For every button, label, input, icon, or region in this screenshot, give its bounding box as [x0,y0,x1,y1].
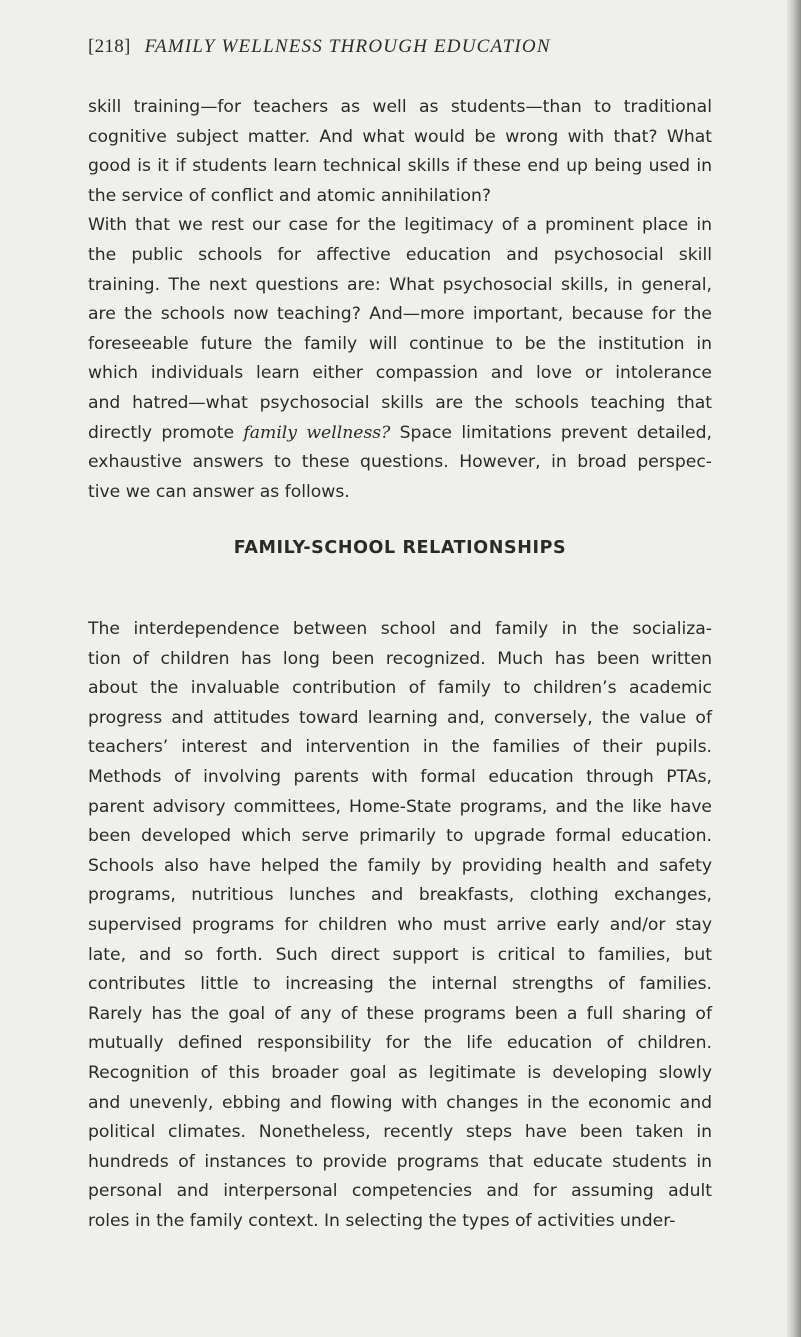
text-line: teachers’ interest and intervention in the families of their pupils. [88,737,712,758]
text-line: hundreds of instances to provide programs that educate students in [88,1151,712,1172]
text-line: tion of children has long been recognized. Much has been written [88,648,712,669]
text-fragment: Space limitations prevent detailed, [390,422,712,443]
running-title: FAMILY WELLNESS THROUGH EDUCATION [144,36,551,57]
text-fragment: directly promote [88,422,244,443]
text-line: contributes little to increasing the internal strengths of families. [88,974,712,995]
text-line: mutually defined responsibility for the life education of children. [88,1033,712,1054]
text-line: Schools also have helped the family by providing health and safety [88,855,712,876]
text-line: supervised programs for children who must arrive early and/or stay [88,914,712,935]
page-number: [218] [88,36,131,57]
text-line: foreseeable future the family will continue to be the institution in [88,333,712,354]
text-line: parent advisory committees, Home-State programs, and the like have [88,796,712,817]
text-line: the service of conflict and atomic annihilation? [88,185,491,206]
text-line: which individuals learn either compassion and love or intolerance [88,363,712,384]
text-line: Recognition of this broader goal as legitimate is developing slowly [88,1062,712,1083]
text-line: and unevenly, ebbing and flowing with changes in the economic and [88,1092,712,1113]
text-line: exhaustive answers to these questions. However, in broad perspec- [88,452,712,473]
text-line: personal and interpersonal competencies and for assuming adult [88,1181,712,1202]
text-line: tive we can answer as follows. [88,481,350,502]
text-line: cognitive subject matter. And what would be wrong with that? What [88,126,712,147]
body-text-top [88,93,712,507]
text-line: are the schools now teaching? And—more important, because for the [88,304,712,325]
section-heading: FAMILY-SCHOOL RELATIONSHIPS [233,538,567,558]
text-line: roles in the family context. In selecting the types of activities under- [88,1210,676,1231]
text-line: programs, nutritious lunches and breakfasts, clothing exchanges, [88,885,712,906]
text-line: skill training—for teachers as well as students—than to traditional [88,97,712,117]
text-line: and hatred—what psychosocial skills are the schools teaching that [88,392,712,413]
text-line: Methods of involving parents with formal education through PTAs, [88,766,712,787]
text-line: the public schools for affective education and psychosocial skill [88,244,712,265]
text-line: progress and attitudes toward learning and, conversely, the value of [88,707,712,728]
text-line: good is it if students learn technical skills if these end up being used in [88,156,712,177]
text-line: political climates. Nonetheless, recently steps have been taken in [88,1122,712,1143]
text-line: been developed which serve primarily to upgrade formal education. [88,826,712,847]
text-line: With that we rest our case for the legitimacy of a prominent place in [88,215,712,236]
running-header [88,36,551,58]
text-line: Rarely has the goal of any of these programs been a full sharing of [88,1003,712,1024]
emphasis-family-wellness: family wellness? [243,422,391,443]
body-text-bottom [88,615,712,1236]
text-line [88,419,712,449]
text-line: The interdependence between school and family in the socializa- [88,619,712,639]
text-line: about the invaluable contribution of family to children’s academic [88,678,712,699]
text-line: training. The next questions are: What psychosocial skills, in general, [88,274,712,295]
page-edge-shadow [787,0,801,1337]
text-line: late, and so forth. Such direct support is critical to families, but [88,944,712,965]
